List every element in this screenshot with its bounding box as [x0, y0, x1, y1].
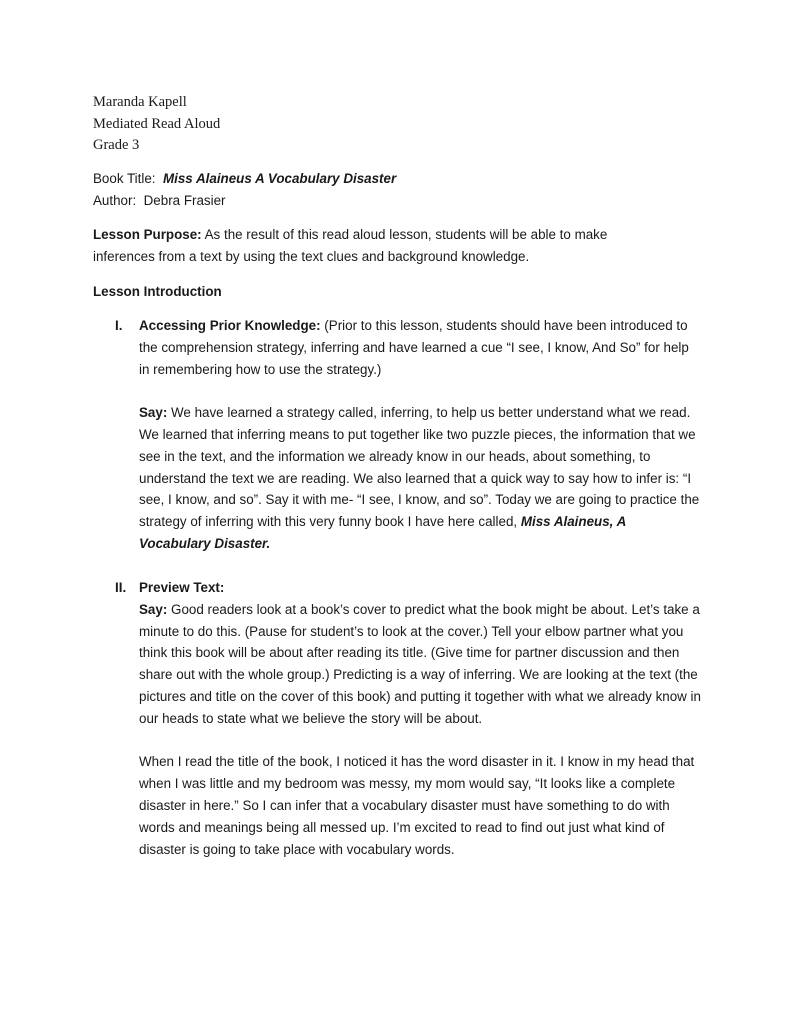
lesson-introduction-heading: Lesson Introduction — [93, 284, 222, 299]
section-intro-paragraph — [139, 315, 701, 380]
lesson-purpose-label: Lesson Purpose: — [93, 227, 202, 242]
document-header — [93, 92, 220, 157]
book-info — [93, 168, 396, 212]
book-author: Debra Frasier — [143, 192, 226, 208]
say-text: Good readers look at a book’s cover to predict what the book might be about. Let’s take a minute to do this. (Pause for student’s to look at the cover.) Tell your elbow partner what you think this book will be about after reading its title. (Give time for partner discussion and then share out with the whole group.) Predicting is a way of inferring. We are looking at the text (the pictures and title on the cover of this book) and putting it together with what we already know in our heads to state what we believe the story will be about. — [139, 601, 701, 726]
lesson-purpose-text: As the result of this read aloud lesson, students will be able to make inferences from a text by using the text clues and background knowledge. — [93, 227, 608, 264]
section-heading: Preview Text: — [139, 580, 225, 595]
section-heading: Accessing Prior Knowledge: — [139, 318, 321, 333]
book-title-label: Book Title: — [93, 171, 156, 186]
assignment-title: Mediated Read Aloud — [93, 115, 221, 132]
section-content — [139, 577, 701, 860]
book-author-line — [93, 190, 396, 212]
section-numeral: I. — [115, 318, 123, 333]
inference-paragraph: When I read the title of the book, I noticed it has the word disaster in it. I know in my head that when I was little and my bedroom was messy, my mom would say, “It looks like a complete disaster in here.” So I can infer that a vocabulary disaster must have something to do with words and meanings being all messed up. I’m excited to read to find out just what kind of disaster is going to take place with vocabulary words. — [139, 754, 695, 857]
section-numeral: II. — [115, 580, 127, 595]
section-heading-text: (Prior to this lesson, students should have been introduced to the comprehension strategy, inferring and have learned a cue “I see, I know, And So” for help in remembering how to use the strategy.) — [139, 318, 689, 377]
book-title-line — [93, 168, 396, 190]
author-name: Maranda Kapell — [93, 94, 187, 110]
say-book-title: Miss Alaineus, A Vocabulary Disaster. — [139, 514, 626, 551]
say-paragraph — [139, 402, 701, 555]
book-author-label: Author: — [93, 192, 137, 208]
section-content — [139, 315, 701, 555]
say-text: We have learned a strategy called, inferring, to help us better understand what we read. We learned that inferring means to put together like two puzzle pieces, the information that we see in the text, and the information we already know in our heads, about something, to understand the text we are reading. We also learned that a quick way to say how to infer is: “I see, I know, and so”. Say it with me- “I see, I know, and so”. Today we are going to practice the strategy of inferring with this very funny book I have here called, — [139, 405, 700, 530]
say-paragraph — [139, 599, 701, 730]
grade-level: Grade 3 — [93, 137, 140, 154]
book-title: Miss Alaineus A Vocabulary Disaster — [162, 171, 397, 186]
say-label: Say: — [139, 405, 168, 421]
lesson-purpose — [93, 224, 653, 268]
say-label: Say: — [139, 601, 168, 617]
